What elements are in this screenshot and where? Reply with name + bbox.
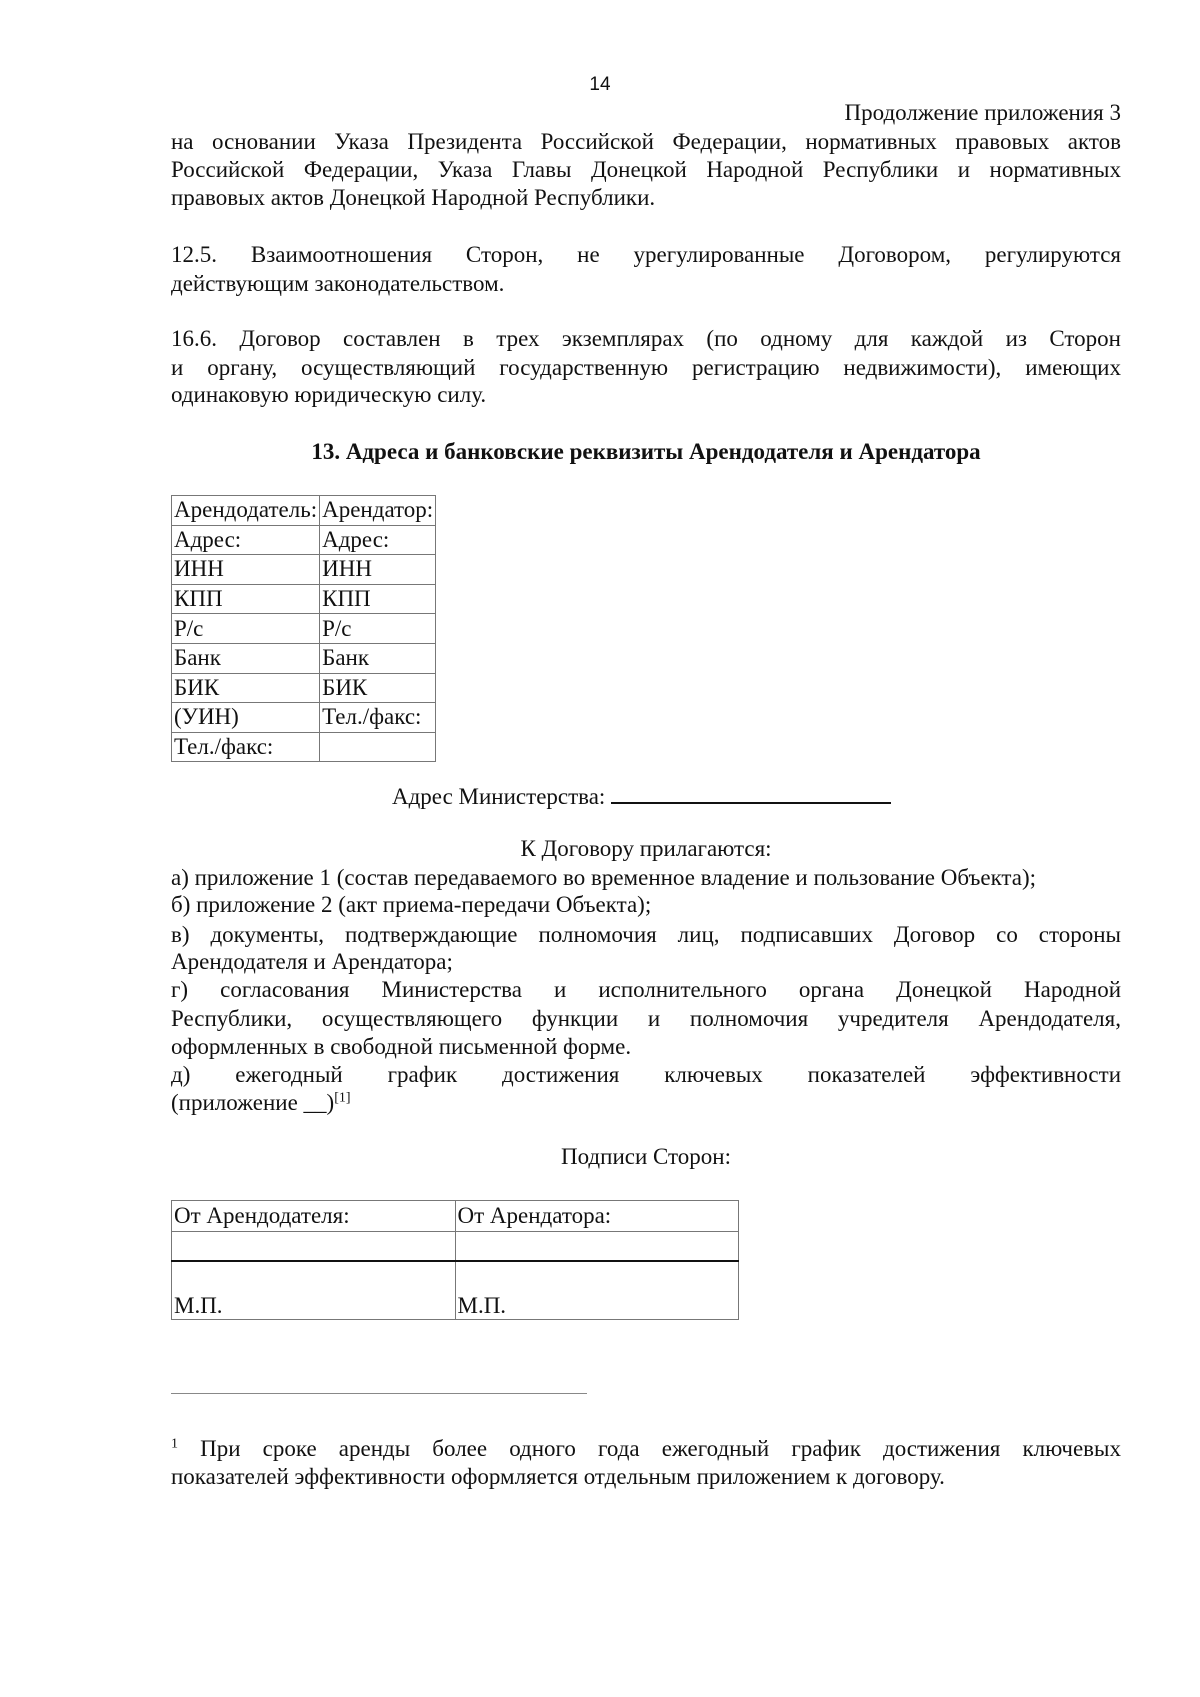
lessor-requisite-cell: ИНН: [172, 555, 320, 585]
attachment-g: Республики, осуществляющего функции и полномочия учредителя Арендодателя,: [171, 1006, 1121, 1031]
ministry-address-label: Адрес Министерства:: [392, 784, 606, 809]
lessor-requisite-cell: Банк: [172, 643, 320, 673]
paragraph-12-5-line: действующим законодательством.: [171, 271, 505, 296]
footnote-mark: 1: [171, 1436, 178, 1452]
paragraph-line: правовых актов Донецкой Народной Республики.: [171, 185, 656, 210]
attachments-title: К Договору прилагаются:: [520, 836, 772, 861]
footnote-line: показателей эффективности оформляется отдельным приложением к договору.: [171, 1464, 945, 1489]
page-number: 14: [589, 74, 611, 95]
table-row: [172, 732, 436, 762]
table-row: [172, 673, 436, 703]
lessee-requisite-cell: [320, 732, 436, 762]
paragraph-16-6-line: 16.6. Договор составлен в трех экземплярах (по одному для каждой из Сторон: [171, 326, 1121, 351]
lessor-requisite-cell: Арендодатель:: [172, 496, 320, 526]
lessee-signature-line[interactable]: [455, 1232, 739, 1261]
table-row: [172, 584, 436, 614]
table-row: [172, 643, 436, 673]
lessee-requisite-cell: ИНН: [320, 555, 436, 585]
lessor-requisite-cell: Тел./факс:: [172, 732, 320, 762]
paragraph-16-6-line: и органу, осуществляющий государственную регистрацию недвижимости), имеющих: [171, 355, 1121, 380]
lessor-requisite-cell: Адрес:: [172, 525, 320, 555]
requisites-table: [171, 495, 436, 762]
ministry-address-blank[interactable]: [611, 780, 891, 804]
table-row: [172, 496, 436, 526]
paragraph-line: Российской Федерации, Указа Главы Донецкой Народной Республики и нормативных: [171, 157, 1121, 182]
attachment-v: в) документы, подтверждающие полномочия лиц, подписавших Договор со стороны: [171, 922, 1121, 947]
attachment-v: Арендодателя и Арендатора;: [171, 949, 453, 974]
paragraph-16-6-line: одинаковую юридическую силу.: [171, 382, 487, 407]
attachment-d: [171, 1089, 1121, 1117]
table-row: [172, 555, 436, 585]
footnote-separator: [171, 1393, 587, 1394]
footnote-text: При сроке аренды более одного года ежегодный график достижения ключевых: [200, 1436, 1121, 1461]
attachment-d-text: (приложение __): [171, 1090, 335, 1115]
lessee-signature-header: От Арендатора:: [455, 1201, 739, 1232]
lessor-requisite-cell: (УИН): [172, 703, 320, 733]
lessor-requisite-cell: БИК: [172, 673, 320, 703]
ministry-address: [392, 780, 891, 808]
attachment-g: оформленных в свободной письменной форме.: [171, 1034, 632, 1059]
table-row: [172, 703, 436, 733]
attachment-g: г) согласования Министерства и исполнительного органа Донецкой Народной: [171, 977, 1121, 1002]
lessor-signature-line[interactable]: [172, 1232, 456, 1261]
attachment-b: б) приложение 2 (акт приема-передачи Объекта);: [171, 892, 652, 917]
paragraph-12-5-line: 12.5. Взаимоотношения Сторон, не урегулированные Договором, регулируются: [171, 242, 1121, 267]
lessee-requisite-cell: Р/с: [320, 614, 436, 644]
lessee-requisite-cell: Адрес:: [320, 525, 436, 555]
lessor-signature-header: От Арендодателя:: [172, 1201, 456, 1232]
table-row: [172, 525, 436, 555]
paragraph-line: на основании Указа Президента Российской Федерации, нормативных правовых актов: [171, 129, 1121, 154]
section-heading: 13. Адреса и банковские реквизиты Арендодателя и Арендатора: [311, 439, 981, 464]
footnote-line: [171, 1435, 1121, 1463]
attachment-a: а) приложение 1 (состав передаваемого во временное владение и пользование Объекта);: [171, 865, 1037, 890]
table-row: [172, 614, 436, 644]
lessor-stamp: М.П.: [172, 1261, 456, 1320]
appendix-note: Продолжение приложения 3: [844, 100, 1121, 125]
signatures-title: Подписи Сторон:: [560, 1144, 732, 1169]
signatures-table: [171, 1200, 739, 1320]
lessor-requisite-cell: КПП: [172, 584, 320, 614]
lessee-requisite-cell: БИК: [320, 673, 436, 703]
lessor-requisite-cell: Р/с: [172, 614, 320, 644]
attachment-d: д) ежегодный график достижения ключевых показателей эффективности: [171, 1062, 1121, 1087]
lessee-stamp: М.П.: [455, 1261, 739, 1320]
lessee-requisite-cell: Арендатор:: [320, 496, 436, 526]
lessee-requisite-cell: Тел./факс:: [320, 703, 436, 733]
lessee-requisite-cell: КПП: [320, 584, 436, 614]
footnote-reference[interactable]: [1]: [334, 1090, 351, 1106]
lessee-requisite-cell: Банк: [320, 643, 436, 673]
